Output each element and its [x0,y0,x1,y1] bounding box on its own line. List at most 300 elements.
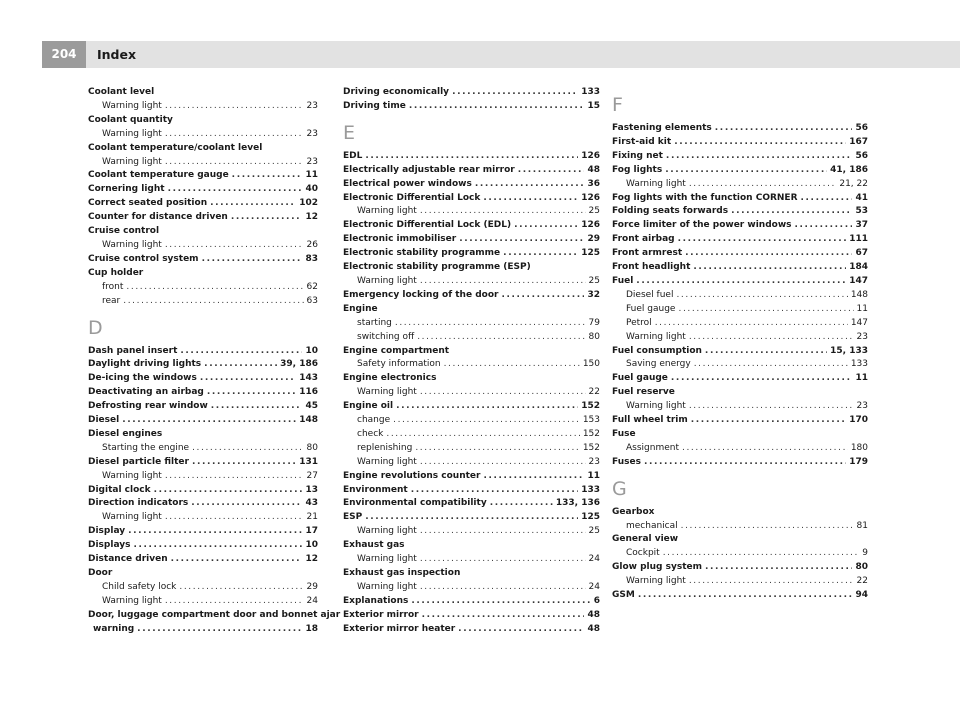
dot-leader [689,575,854,589]
entry-term: Warning light [626,331,686,342]
page-reference: 13 [305,484,318,495]
entry-term: Saving energy [626,359,691,370]
index-entry [88,553,318,567]
dot-leader [689,400,854,414]
dot-leader [420,275,586,289]
index-entry [612,589,868,603]
index-subentry [343,275,600,289]
page-reference: 56 [855,123,868,133]
entry-term: Counter for distance driven [88,212,228,223]
index-entry [343,289,600,303]
index-subentry [88,581,318,595]
index-entry [343,150,600,164]
entry-term: Explanations [343,595,409,606]
dot-leader [393,414,580,428]
dot-leader [636,275,846,289]
entry-term: Electronic immobiliser [343,234,457,245]
entry-term: Warning light [626,401,686,412]
entry-term: Coolant temperature gauge [88,170,229,181]
entry-term: Displays [88,540,131,551]
index-entry [343,233,600,247]
entry-term: Dash panel insert [88,345,178,356]
page-reference: 43 [305,498,318,509]
index-entry [612,345,868,359]
entry-term: Electronic Differential Lock (EDL) [343,220,512,231]
entry-term: Door [88,568,113,578]
dot-leader [415,442,580,456]
entry-term: mechanical [626,520,678,531]
entry-term: Electrical power windows [343,178,472,189]
entry-term: Folding seats forwards [612,206,729,217]
entry-term: Cockpit [626,548,660,559]
page-reference: 21 [306,512,318,523]
index-subentry [612,547,868,561]
index-entry [612,219,868,233]
entry-term: Warning light [357,456,417,467]
dot-leader [514,219,578,233]
entry-term: Exterior mirror [343,609,419,620]
page-reference: 126 [581,192,600,203]
dot-leader [165,100,304,114]
entry-term: Coolant quantity [88,114,173,125]
entry-term: ESP [343,512,363,523]
index-entry [612,533,868,547]
index-entry [88,253,318,267]
index-subentry [612,317,868,331]
dot-leader [693,261,846,275]
page-reference: 23 [306,128,318,139]
dot-leader [691,414,846,428]
index-entry [88,197,318,211]
page-reference: 11 [855,373,868,384]
index-entry [612,205,868,219]
dot-leader [503,247,578,261]
index-entry [612,164,868,178]
page-reference: 67 [855,248,868,259]
page-reference: 126 [581,220,600,231]
entry-term: Warning light [357,387,417,398]
index-column-1 [88,86,341,637]
index-entry [88,372,318,386]
index-entry [612,561,868,575]
dot-leader [681,520,854,534]
page-reference: 24 [306,595,318,606]
index-entry [88,114,318,128]
index-letter-heading: E [343,121,356,144]
index-subentry [88,281,318,295]
index-letter-heading: G [612,477,627,500]
page-reference: 23 [306,100,318,111]
page-reference: 80 [306,442,318,453]
index-entry [612,456,868,470]
index-subentry [343,414,600,428]
page-reference: 27 [306,470,318,481]
index-subentry [612,331,868,345]
index-entry [343,400,600,414]
entry-term: Fuse [612,428,636,439]
page-reference: 24 [588,581,600,592]
page-reference: 152 [582,442,600,453]
page-reference: 11 [856,303,868,314]
entry-term: Electronic stability programme (ESP) [343,262,531,273]
entry-term: Environment [343,484,408,495]
entry-term: Child safety lock [102,581,177,592]
dot-leader [207,386,296,400]
entry-term: Warning light [357,581,417,592]
entry-term: Full wheel trim [612,415,688,426]
page-reference: 80 [855,562,868,573]
entry-term: Exterior mirror heater [343,623,456,634]
page-reference: 148 [299,415,318,426]
index-subentry [88,239,318,253]
index-entry [88,142,318,156]
page-reference: 22 [588,387,600,398]
page-reference: 23 [856,331,868,342]
entry-term: Daylight driving lights [88,359,202,370]
page-reference: 6 [593,595,600,606]
dot-leader [694,358,848,372]
page-reference: 170 [849,415,868,426]
entry-term: Direction indicators [88,498,189,509]
page-reference: 29 [306,581,318,592]
dot-leader [638,589,853,603]
page-reference: 148 [850,289,868,300]
entry-term: warning [93,623,135,634]
dot-leader [420,553,586,567]
index-entry [343,178,600,192]
index-entry [343,484,600,498]
entry-term: Glow plug system [612,562,702,573]
page-reference: 133 [581,87,600,97]
index-entry [343,164,600,178]
entry-term: Engine compartment [343,345,450,356]
page-reference: 18 [305,623,318,634]
page-reference: 125 [581,512,600,523]
entry-term: Warning light [102,512,162,523]
entry-term: Fuses [612,456,641,467]
dot-leader [501,289,584,303]
index-subentry [612,178,868,192]
page-reference: 9 [862,548,868,559]
index-subentry [612,575,868,589]
dot-leader [444,358,580,372]
dot-leader [644,456,846,470]
index-entry [612,275,868,289]
dot-leader [200,372,296,386]
index-entry [88,358,318,372]
entry-term: Electronic Differential Lock [343,192,481,203]
dot-leader [165,128,304,142]
dot-leader [192,456,296,470]
index-subentry [612,303,868,317]
dot-leader [420,456,586,470]
index-entry [343,470,600,484]
dot-leader [165,470,304,484]
page-reference: 24 [588,554,600,565]
page-reference: 94 [855,590,868,601]
index-subentry [88,470,318,484]
dot-leader [689,331,854,345]
entry-term: Fastening elements [612,123,712,133]
page-reference: 179 [849,456,868,467]
index-entry [343,609,600,623]
index-entry [343,539,600,553]
entry-term: Engine oil [343,401,394,412]
entry-term: General view [612,534,679,545]
entry-term: Force limiter of the power windows [612,220,792,231]
entry-term: Diesel engines [88,428,163,439]
entry-term: Gearbox [612,506,655,517]
index-entry [88,345,318,359]
index-entry [343,303,600,317]
entry-term: Warning light [626,178,686,189]
index-entry [343,511,600,525]
page-title: Index [97,47,137,62]
index-entry [88,456,318,470]
dot-leader [795,219,853,233]
page-reference: 25 [588,526,600,537]
page-reference: 79 [588,317,600,328]
page-reference: 116 [299,387,318,398]
page-reference: 184 [849,262,868,273]
index-subentry [612,289,868,303]
page-reference: 15, 133 [830,345,868,356]
index-subentry [343,331,600,345]
index-entry [88,211,318,225]
index-subentry [88,595,318,609]
dot-leader [165,156,304,170]
entry-term: Electrically adjustable rear mirror [343,164,515,175]
index-entry [88,169,318,183]
entry-term: Safety information [357,359,441,370]
page-reference: 22 [856,576,868,587]
entry-term: Warning light [357,526,417,537]
index-subentry [612,520,868,534]
index-entry [612,136,868,150]
index-subentry [343,456,600,470]
entry-term: Fog lights with the function CORNER [612,192,798,203]
dot-leader [365,150,578,164]
dot-leader [452,86,578,100]
index-entry [343,247,600,261]
entry-term: Diesel particle filter [88,456,189,467]
dot-leader [459,233,584,247]
entry-term: Exhaust gas inspection [343,568,461,578]
page-reference: 153 [582,415,600,426]
entry-term: Front airbag [612,234,675,245]
index-subentry [343,205,600,219]
page-reference: 32 [587,289,600,300]
page-reference: 133 [850,359,868,370]
page-reference: 23 [856,401,868,412]
page-reference: 23 [588,456,600,467]
page-reference: 147 [850,317,868,328]
entry-term: Fuel gauge [612,373,668,384]
dot-leader [165,511,304,525]
index-entry [343,595,600,609]
entry-term: Warning light [102,239,162,250]
entry-term: De-icing the windows [88,373,197,384]
index-entry [612,428,868,442]
entry-term: Electronic stability programme [343,248,501,259]
entry-term: Warning light [102,128,162,139]
index-entry [343,567,600,581]
page-reference: 11 [305,170,318,181]
entry-term: Warning light [626,576,686,587]
entry-term: Fuel gauge [626,303,676,314]
index-entry [88,484,318,498]
index-entry [343,261,600,275]
page-reference: 131 [299,456,318,467]
dot-leader [483,470,584,484]
page-reference: 62 [306,281,318,292]
entry-term: Exhaust gas [343,540,405,551]
entry-term: Fuel consumption [612,345,702,356]
dot-leader [168,183,303,197]
page-reference: 25 [588,275,600,286]
dot-leader [417,331,585,345]
index-entry [343,192,600,206]
index-entry [88,225,318,239]
dot-leader [191,497,302,511]
index-entry [612,386,868,400]
index-subentry [343,553,600,567]
dot-leader [231,211,303,225]
entry-term: Door, luggage compartment door and bonnet ajar [88,609,341,620]
page-reference: 48 [587,609,600,620]
entry-term: Fuel [612,275,634,286]
page-reference: 48 [587,164,600,175]
entry-term: Warning light [357,206,417,217]
dot-leader [685,247,852,261]
page-reference: 12 [305,554,318,565]
page-reference: 41 [855,192,868,203]
dot-leader [676,289,847,303]
dot-leader [518,164,585,178]
page-reference: 180 [850,442,868,453]
dot-leader [154,484,303,498]
index-entry [612,247,868,261]
entry-term: Warning light [102,595,162,606]
index-entry [88,609,341,623]
index-column-2 [343,86,600,637]
entry-term: Driving economically [343,87,450,97]
index-entry [88,400,318,414]
entry-term: Environmental compatibility [343,498,487,509]
index-entry [612,122,868,136]
dot-leader [122,414,296,428]
index-subentry [343,428,600,442]
dot-leader [490,497,553,511]
page-reference: 111 [849,234,868,245]
dot-leader [137,623,302,637]
index-entry [612,192,868,206]
dot-leader [655,317,848,331]
page-reference: 126 [581,150,600,161]
dot-leader [663,547,860,561]
page-reference: 81 [856,520,868,531]
index-entry [612,261,868,275]
index-entry [612,150,868,164]
page-reference: 48 [587,623,600,634]
index-entry [343,497,600,511]
entry-term: replenishing [357,442,413,453]
entry-term: Correct seated position [88,198,208,209]
dot-leader [123,295,303,309]
index-subentry [612,358,868,372]
index-column-3 [612,86,868,603]
entry-term: Deactivating an airbag [88,387,204,398]
entry-term: Cup holder [88,267,144,278]
index-subentry [88,295,318,309]
page-reference: 40 [305,184,318,195]
entry-term: GSM [612,590,635,601]
dot-leader [395,317,586,331]
dot-leader [128,525,302,539]
entry-term: Cruise control [88,226,160,237]
dot-leader [666,150,853,164]
index-subentry [88,100,318,114]
dot-leader [674,136,846,150]
entry-term: Display [88,526,126,537]
index-entry [612,372,868,386]
index-subentry [88,156,318,170]
entry-term: rear [102,295,121,306]
page-number: 204 [42,41,86,68]
page-reference: 11 [587,470,600,481]
entry-term: change [357,415,391,426]
dot-leader [232,169,303,183]
page-reference: 10 [305,345,318,356]
dot-leader [420,386,586,400]
dot-leader [165,595,304,609]
index-subentry [612,400,868,414]
dot-leader [483,192,578,206]
page-reference: 26 [306,239,318,250]
index-entry [343,623,600,637]
dot-leader [420,525,586,539]
entry-term: Cruise control system [88,253,199,264]
page-reference: 39, 186 [280,359,318,370]
page-reference: 125 [581,248,600,259]
dot-leader [689,178,837,192]
index-entry [88,86,318,100]
dot-leader [420,581,586,595]
dot-leader [165,239,304,253]
page-reference: 56 [855,150,868,161]
page-reference: 12 [305,212,318,223]
index-subentry [88,128,318,142]
page-reference: 80 [588,331,600,342]
dot-leader [458,623,584,637]
entry-term: Digital clock [88,484,151,495]
dot-leader [682,442,848,456]
page-reference: 25 [588,206,600,217]
dot-leader [210,197,296,211]
index-subentry [343,525,600,539]
dot-leader [705,561,852,575]
dot-leader [705,345,827,359]
dot-leader [409,100,585,114]
entry-term: Engine electronics [343,373,437,384]
index-entry [88,539,318,553]
entry-term: switching off [357,331,415,342]
entry-term: Petrol [626,317,652,328]
entry-term: front [102,281,124,292]
page-reference: 147 [849,275,868,286]
index-entry [88,567,318,581]
entry-term: Warning light [102,100,162,111]
